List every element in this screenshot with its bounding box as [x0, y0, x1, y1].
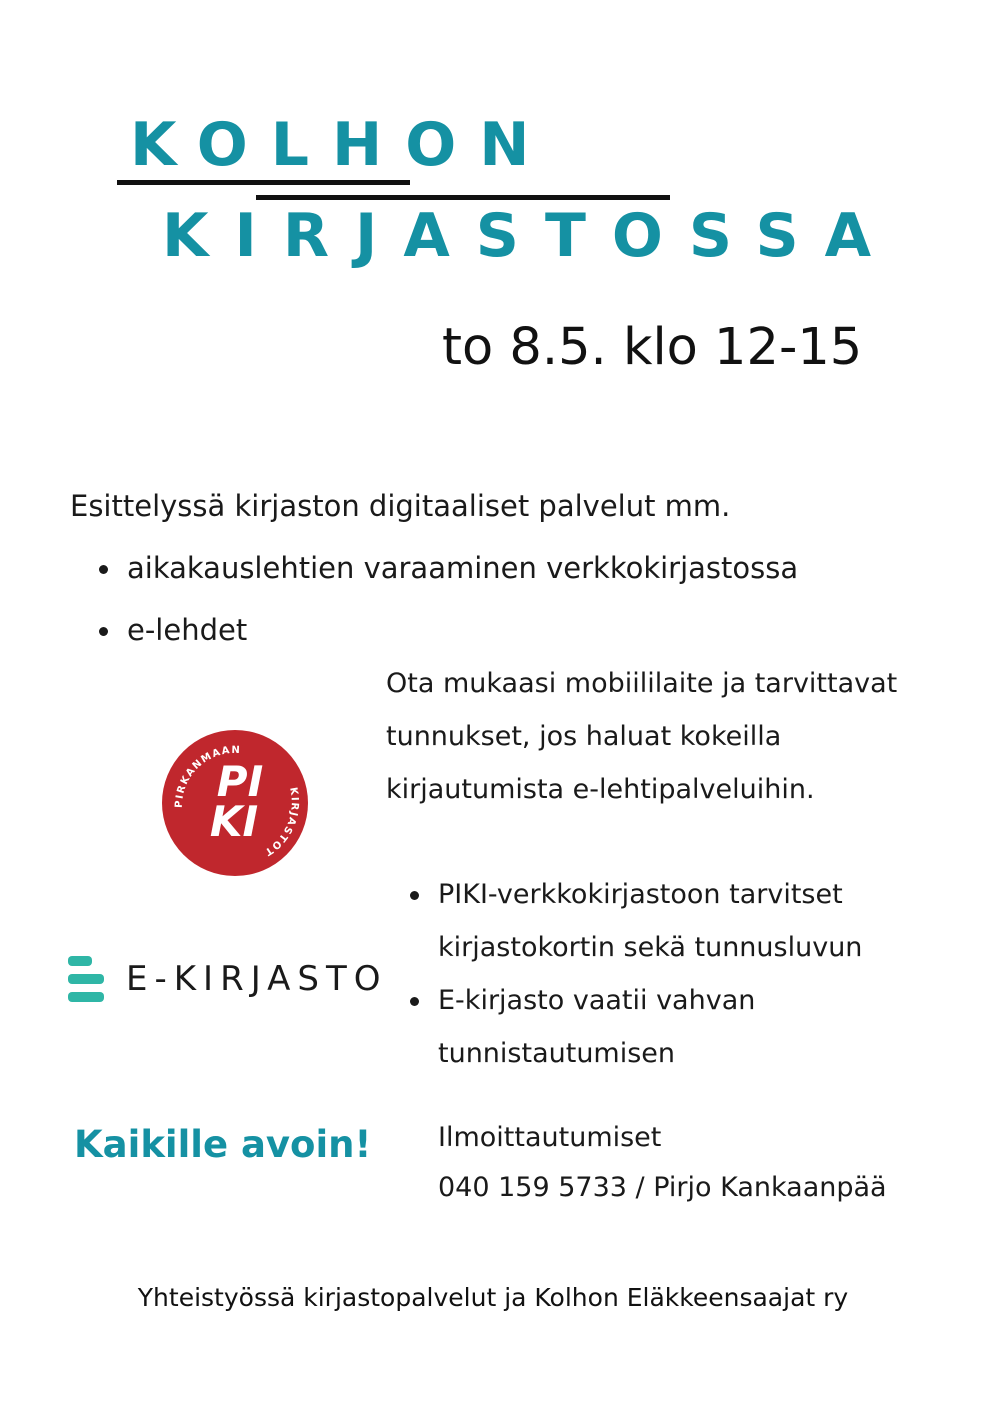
list-item: PIKI-verkkokirjastoon tarvitset kirjastokortin sekä tunnusluvun [438, 868, 862, 974]
registration-details: 040 159 5733 / Pirjo Kankaanpää [438, 1172, 887, 1203]
piki-main-line-1: PI [216, 757, 264, 806]
intro-text: Esittelyssä kirjaston digitaaliset palvelut mm. [70, 489, 731, 523]
registration-heading: Ilmoittautumiset [438, 1122, 662, 1153]
registration-info [438, 1113, 887, 1213]
bullet-icon [99, 565, 108, 574]
title-rule-1 [117, 180, 410, 185]
note-line: Ota mukaasi mobiililaite ja tarvittavat [386, 668, 898, 699]
title-line-1: KOLHON [130, 110, 553, 180]
piki-top-arc-text: PIRKANMAAN [173, 744, 242, 809]
piki-main-line-2: KI [209, 797, 259, 846]
bullet-icon [410, 891, 419, 900]
requirements-list [438, 868, 862, 1080]
ekirjasto-icon [68, 956, 106, 1002]
piki-side-arc-text: KIRJASTOT [261, 786, 300, 858]
bullet-icon [99, 627, 108, 636]
bullet-icon [410, 997, 419, 1006]
list-item: aikakauslehtien varaaminen verkkokirjastossa [127, 548, 798, 610]
device-note [386, 657, 986, 816]
list-item: E-kirjasto vaatii vahvan tunnistautumisen [438, 974, 862, 1080]
title-rule-2 [256, 195, 670, 200]
title-line-2: KIRJASTOSSA [162, 201, 898, 271]
piki-logo [162, 730, 308, 876]
ekirjasto-logo-text: E-KIRJASTO [126, 959, 388, 999]
footer-text: Yhteistyössä kirjastopalvelut ja Kolhon Eläkkeensaajat ry [137, 1283, 849, 1312]
event-datetime: to 8.5. klo 12-15 [442, 318, 863, 377]
note-line: kirjautumista e-lehtipalveluihin. [386, 774, 815, 805]
list-item: e-lehdet [127, 610, 798, 672]
services-list [127, 548, 798, 672]
open-to-all-text: Kaikille avoin! [74, 1123, 372, 1166]
note-line: tunnukset, jos haluat kokeilla [386, 721, 782, 752]
